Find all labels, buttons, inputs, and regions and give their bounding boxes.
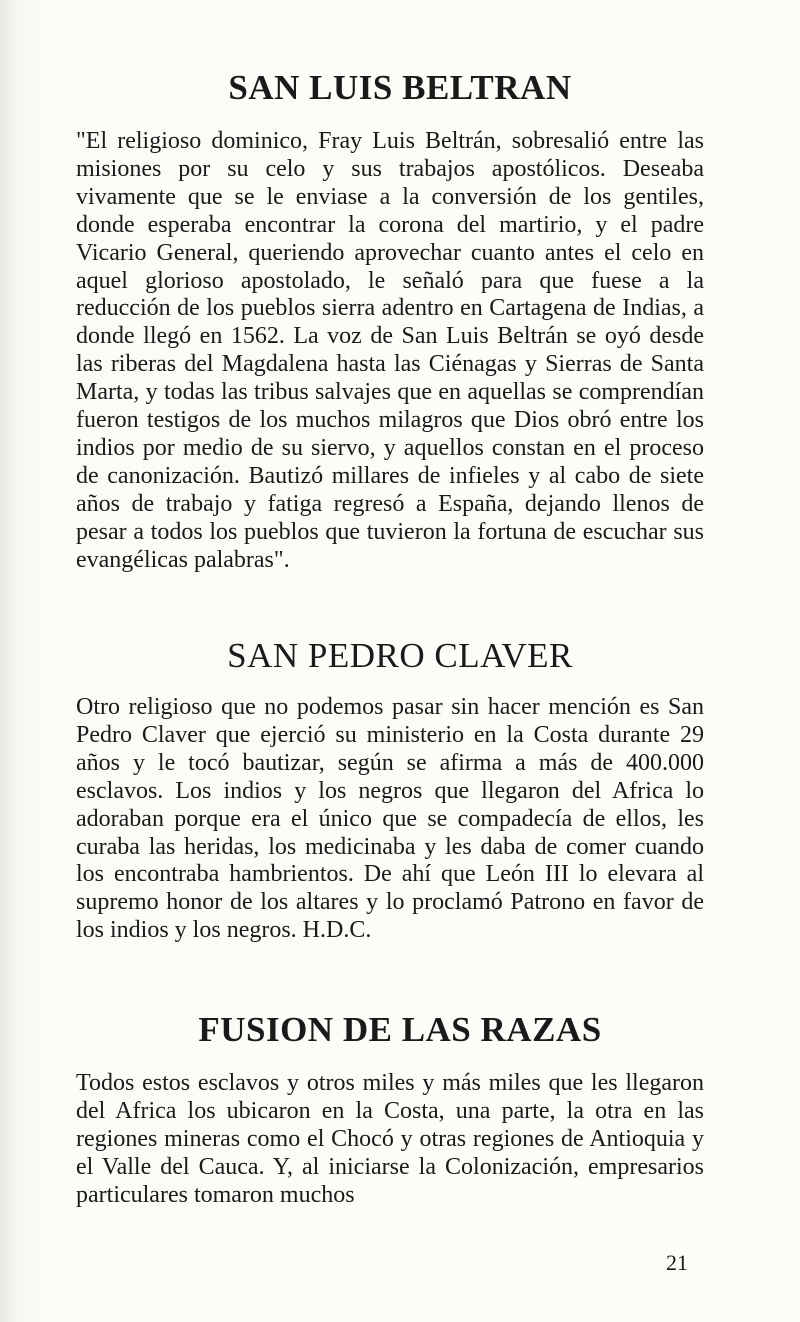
section-title-san-luis-beltran: SAN LUIS BELTRAN	[228, 68, 572, 107]
paragraph-san-luis-beltran: "El religioso dominico, Fray Luis Beltrán, sobresalió entre las misiones por su celo y sus trabajos apostólicos. Deseaba vivamente que se le enviase a la conversión de los gentiles, donde esperaba encontrar la corona del martirio, y el padre Vicario General, queriendo aprovechar cuanto antes el celo en aquel glorioso apostolado, le señaló para que fuese a la reducción de los pueblos sierra adentro en Cartagena de Indias, a donde llegó en 1562. La voz de San Luis Beltrán se oyó desde las riberas del Magdalena hasta las Ciénagas y Sierras de Santa Marta, y todas las tribus salvajes que en aquellas se comprendían fueron testigos de los muchos milagros que Dios obró entre los indios por medio de su siervo, y aquellos constan en el proceso de canonización. Bautizó millares de infieles y al cabo de siete años de trabajo y fatiga regresó a España, dejando llenos de pesar a todos los pueblos que tuvieron la fortuna de escuchar sus evangélicas palabras".	[76, 128, 704, 573]
section-title-fusion-de-las-razas: FUSION DE LAS RAZAS	[198, 1010, 602, 1049]
section-title-san-pedro-claver: SAN PEDRO CLAVER	[227, 636, 573, 675]
paragraph-fusion-de-las-razas: Todos estos esclavos y otros miles y más miles que les llegaron del Africa los ubicaron en la Costa, una parte, la otra en las regiones mineras como el Chocó y otras regiones de Antioquia y el Valle del Cauca. Y, al iniciarse la Colonización, empresarios particulares tomaron muchos	[76, 1070, 704, 1208]
paragraph-san-pedro-claver: Otro religioso que no podemos pasar sin hacer mención es San Pedro Claver que ejerció su ministerio en la Costa durante 29 años y le tocó bautizar, según se afirma a más de 400.000 esclavos. Los indios y los negros que llegaron del Africa lo adoraban porque era el único que se compadecía de ellos, les curaba las heridas, los medicinaba y les daba de comer cuando los encontraba hambrientos. De ahí que León III lo elevara al supremo honor de los altares y lo proclamó Patrono en favor de los indios y los negros. H.D.C.	[76, 694, 704, 944]
page-number: 21	[666, 1250, 688, 1275]
